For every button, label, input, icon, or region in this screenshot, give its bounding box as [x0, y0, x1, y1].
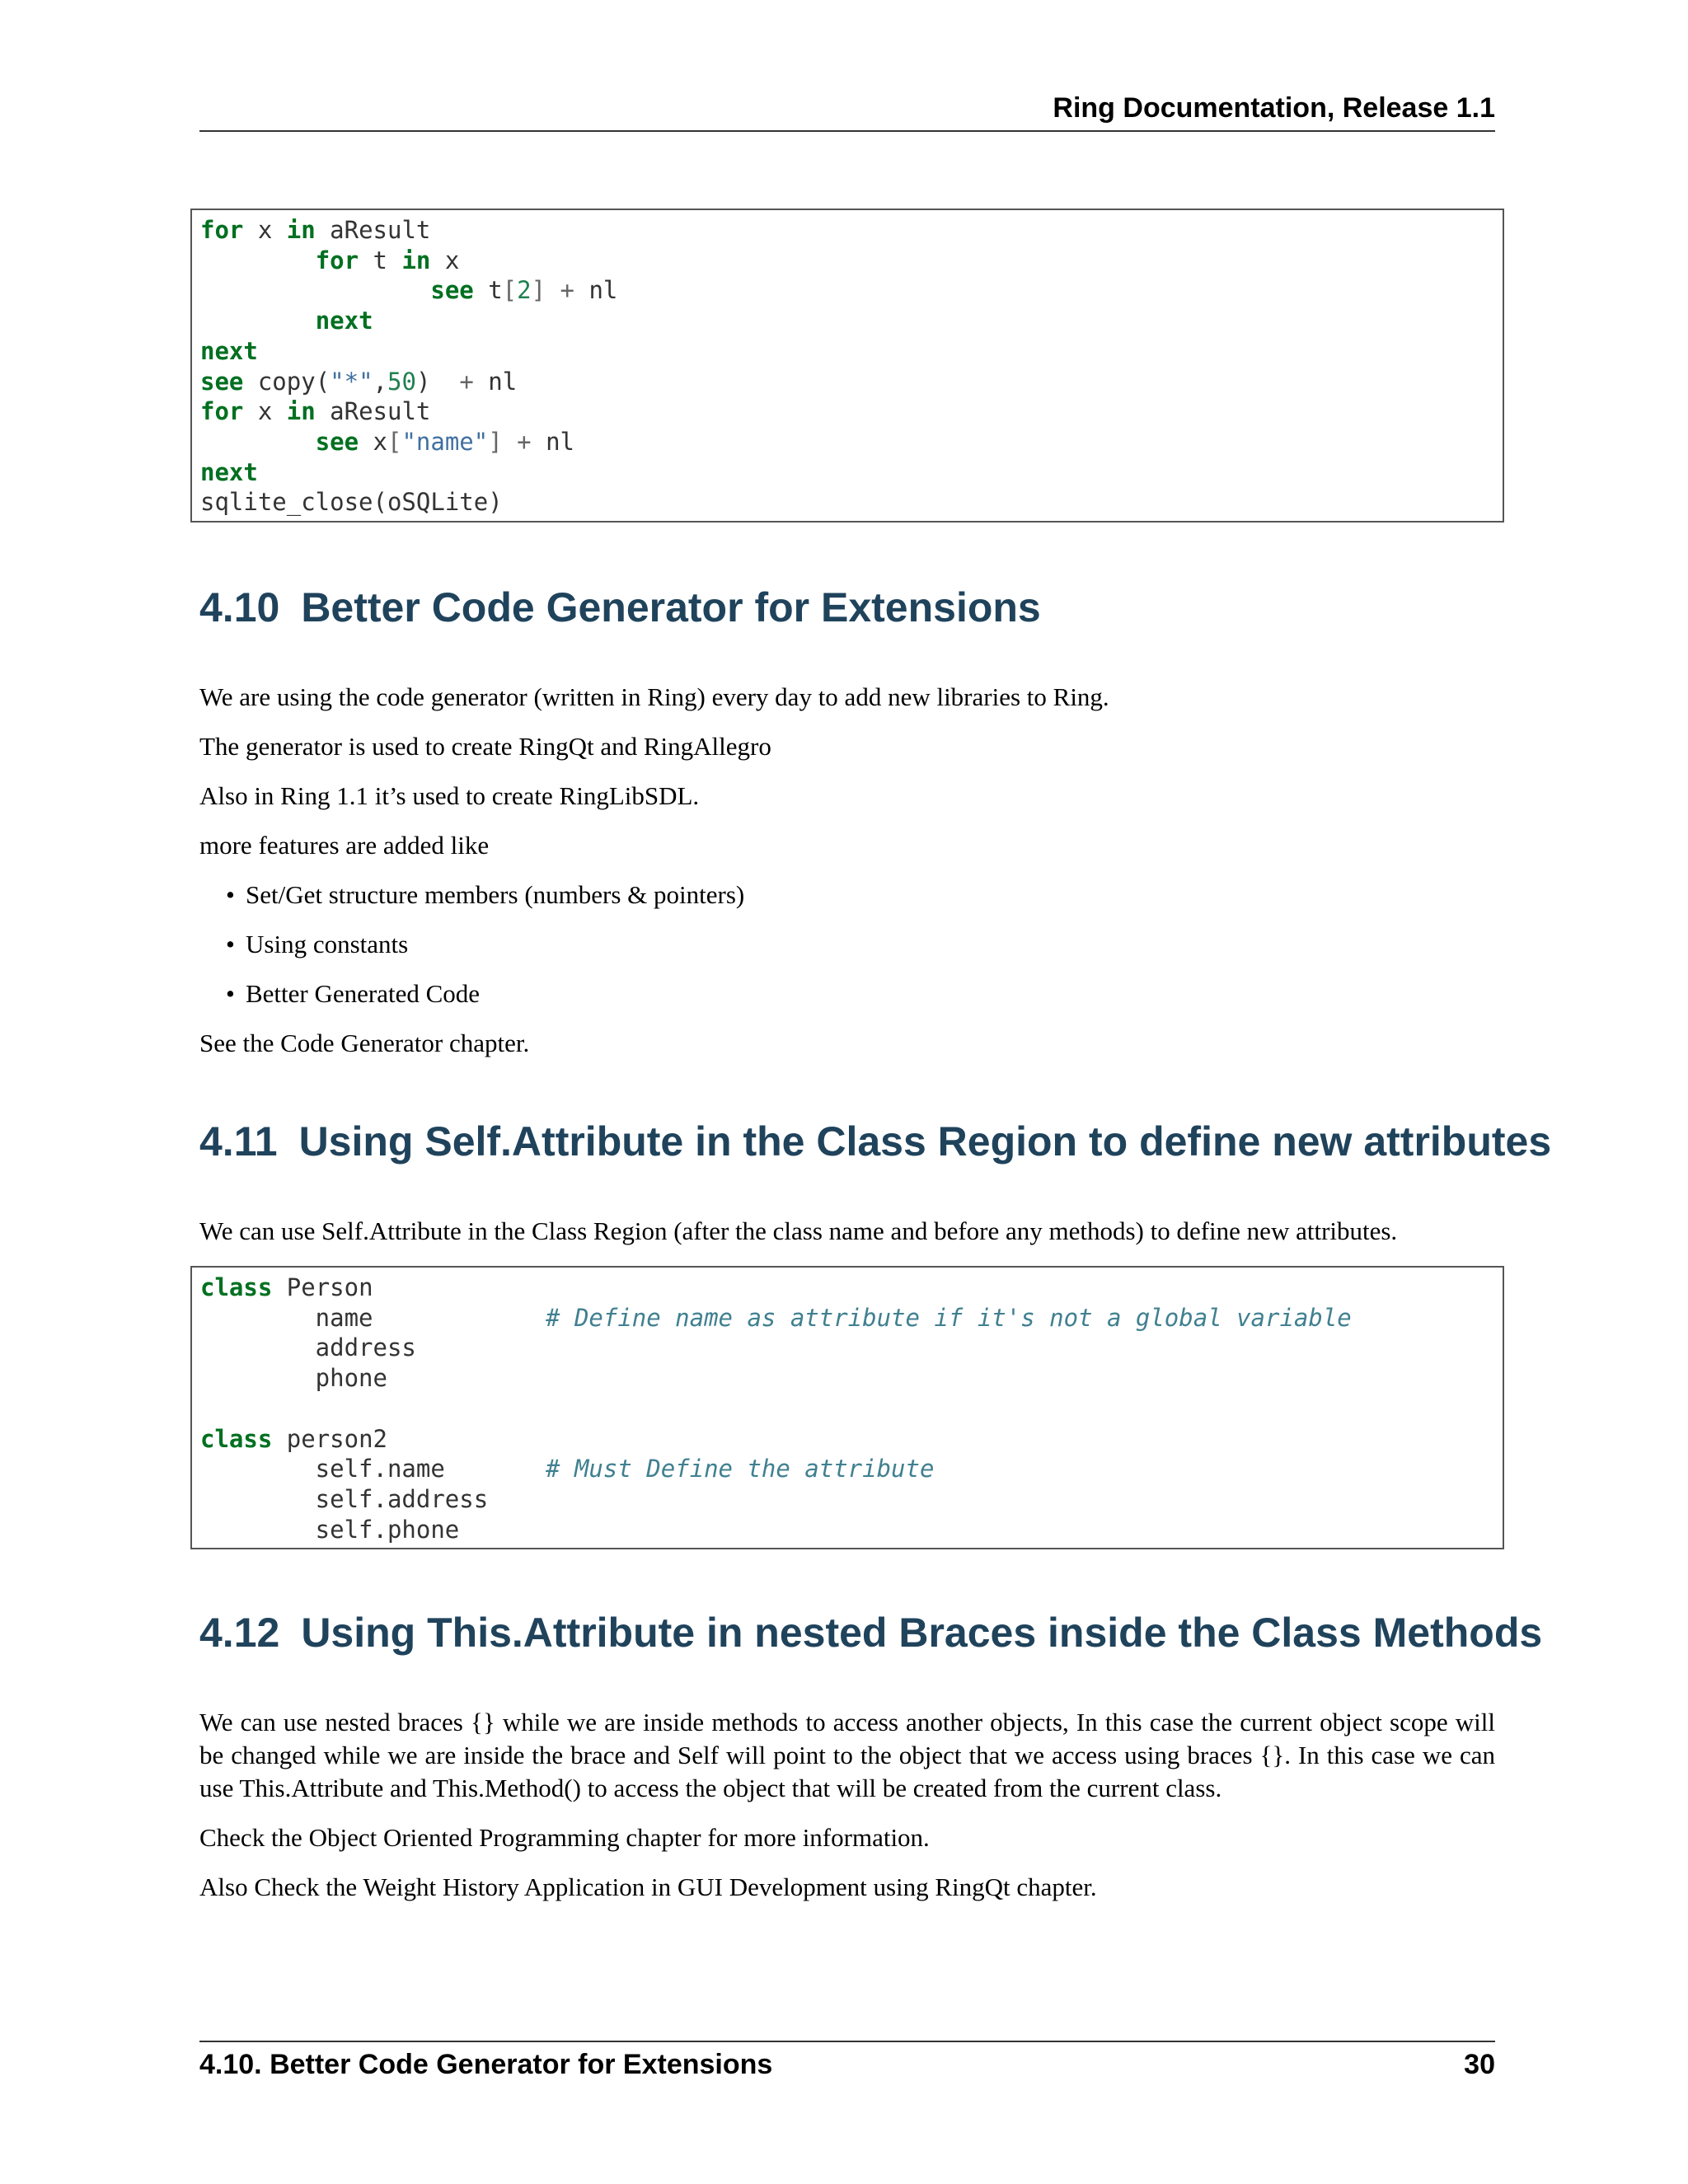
- code-token: person2: [272, 1424, 387, 1453]
- paragraph: We can use nested braces {} while we are inside methods to access another objects, In this case the current object scope will be changed while we are inside the brace and Self will point to the object that we access using braces {}. In this case we can use This.Attribute and This.Method() to access the object that will be created from the current class.: [199, 1708, 1495, 1802]
- code-token: self.address: [200, 1484, 489, 1513]
- code-token: [: [387, 427, 402, 456]
- code-token: self.name: [200, 1455, 546, 1483]
- code-token: ]: [531, 276, 546, 305]
- code-token: "*": [330, 367, 373, 396]
- footer-section-title: 4.10. Better Code Generator for Extensions: [199, 2049, 773, 2080]
- code-token: see: [430, 276, 474, 305]
- code-token: class: [200, 1273, 273, 1301]
- code-token: Person: [272, 1273, 373, 1301]
- code-token: 50: [387, 367, 416, 396]
- code-line: [200, 337, 258, 365]
- code-block-class: [190, 1266, 1504, 1549]
- bullet-icon: •: [226, 979, 235, 1008]
- paragraph: more features are added like: [199, 831, 490, 860]
- code-line: [200, 276, 617, 304]
- bullet-item: [226, 928, 409, 961]
- code-token: see: [315, 427, 359, 456]
- code-token: +: [517, 427, 532, 456]
- code-line: [200, 458, 258, 486]
- code-listing: [200, 215, 1503, 518]
- bullet-item: [226, 977, 481, 1010]
- code-token: next: [200, 457, 258, 486]
- code-token: [503, 428, 517, 456]
- code-line: [200, 1304, 1352, 1332]
- paragraph: The generator is used to create RingQt and RingAllegro: [199, 732, 771, 761]
- section-number: 4.12: [199, 1610, 280, 1656]
- section-number: 4.11: [199, 1118, 278, 1165]
- code-line: [200, 368, 517, 396]
- code-token: class: [200, 1424, 273, 1453]
- code-token: name: [200, 1303, 546, 1332]
- code-listing: [200, 1272, 1503, 1544]
- code-line: [200, 488, 503, 516]
- code-token: ,: [373, 367, 388, 396]
- code-token: t: [473, 276, 503, 305]
- bullet-text: Better Generated Code: [246, 979, 481, 1008]
- section-heading-4-11: [199, 1118, 1551, 1165]
- code-token: self.phone: [200, 1515, 460, 1544]
- code-line: [200, 216, 430, 244]
- bullet-text: Using constants: [246, 930, 409, 958]
- code-line: [200, 1364, 387, 1392]
- code-line: [200, 1333, 416, 1361]
- paragraph: We can use Self.Attribute in the Class Region (after the class name and before any methods) to define new attributes.: [199, 1216, 1398, 1245]
- code-token: nl: [473, 367, 518, 396]
- code-token: ]: [488, 427, 503, 456]
- code-token: x: [243, 397, 287, 426]
- code-token: x: [243, 216, 287, 244]
- code-line: [200, 307, 373, 335]
- code-token: [200, 276, 430, 304]
- code-line: [200, 1516, 459, 1544]
- code-token: +: [560, 276, 575, 305]
- code-token: [200, 246, 316, 274]
- code-token: aResult: [315, 397, 431, 426]
- code-token: address: [200, 1333, 416, 1362]
- code-block-sqlite: [190, 209, 1504, 523]
- code-line: [200, 428, 574, 456]
- code-token: 2: [517, 276, 532, 305]
- code-token: nl: [574, 276, 618, 305]
- code-token: next: [200, 336, 258, 365]
- code-token: copy(: [243, 367, 331, 396]
- code-token: # Define name as attribute if it's not a global variable: [546, 1303, 1352, 1332]
- paragraph: See the Code Generator chapter.: [199, 1029, 530, 1057]
- footer-rule: [199, 2041, 1495, 2042]
- paragraph: We are using the code generator (written in Ring) every day to add new libraries to Ring.: [199, 682, 1109, 711]
- code-token: phone: [200, 1364, 387, 1393]
- code-token: [200, 307, 316, 335]
- code-token: x: [430, 246, 460, 274]
- code-token: # Must Define the attribute: [546, 1455, 935, 1483]
- bullet-item: [226, 879, 745, 912]
- code-token: +: [459, 367, 474, 396]
- code-token: aResult: [315, 216, 431, 244]
- code-token: in: [401, 246, 431, 274]
- code-token: in: [286, 216, 316, 244]
- code-token: ): [415, 367, 460, 396]
- code-token: for: [315, 246, 359, 274]
- running-header: Ring Documentation, Release 1.1: [1053, 92, 1495, 124]
- paragraph: Also in Ring 1.1 it’s used to create RingLibSDL.: [199, 781, 700, 810]
- section-heading-4-10: [199, 583, 1041, 631]
- code-token: [: [502, 276, 518, 305]
- code-token: x: [359, 427, 387, 456]
- code-line: [200, 397, 430, 425]
- bullet-icon: •: [226, 880, 235, 909]
- code-token: next: [315, 307, 373, 335]
- code-token: nl: [531, 427, 575, 456]
- paragraph: Also Check the Weight History Application in GUI Development using RingQt chapter.: [199, 1872, 1097, 1901]
- code-token: "name": [401, 427, 489, 456]
- code-token: see: [200, 367, 244, 396]
- code-line: [200, 246, 459, 274]
- paragraph: Check the Object Oriented Programming chapter for more information.: [199, 1823, 930, 1852]
- code-line: [200, 1485, 488, 1513]
- page-number: 30: [1464, 2049, 1495, 2080]
- code-token: [200, 428, 316, 456]
- bullet-icon: •: [226, 930, 235, 958]
- code-token: in: [286, 397, 316, 426]
- code-line: [200, 1425, 387, 1453]
- section-number: 4.10: [199, 584, 280, 630]
- bullet-text: Set/Get structure members (numbers & pointers): [246, 880, 745, 909]
- code-token: sqlite_close(oSQLite): [200, 488, 503, 517]
- code-token: [546, 276, 560, 304]
- code-line: [200, 1273, 373, 1301]
- section-title: Using This.Attribute in nested Braces inside the Class Methods: [301, 1610, 1543, 1656]
- section-heading-4-12: [199, 1609, 1542, 1657]
- code-token: for: [200, 397, 244, 426]
- code-line: [200, 1455, 934, 1483]
- header-rule: [199, 130, 1495, 132]
- section-title: Using Self.Attribute in the Class Region to define new attributes: [298, 1118, 1552, 1165]
- code-token: for: [200, 216, 244, 244]
- section-title: Better Code Generator for Extensions: [301, 584, 1041, 630]
- code-token: t: [359, 246, 402, 274]
